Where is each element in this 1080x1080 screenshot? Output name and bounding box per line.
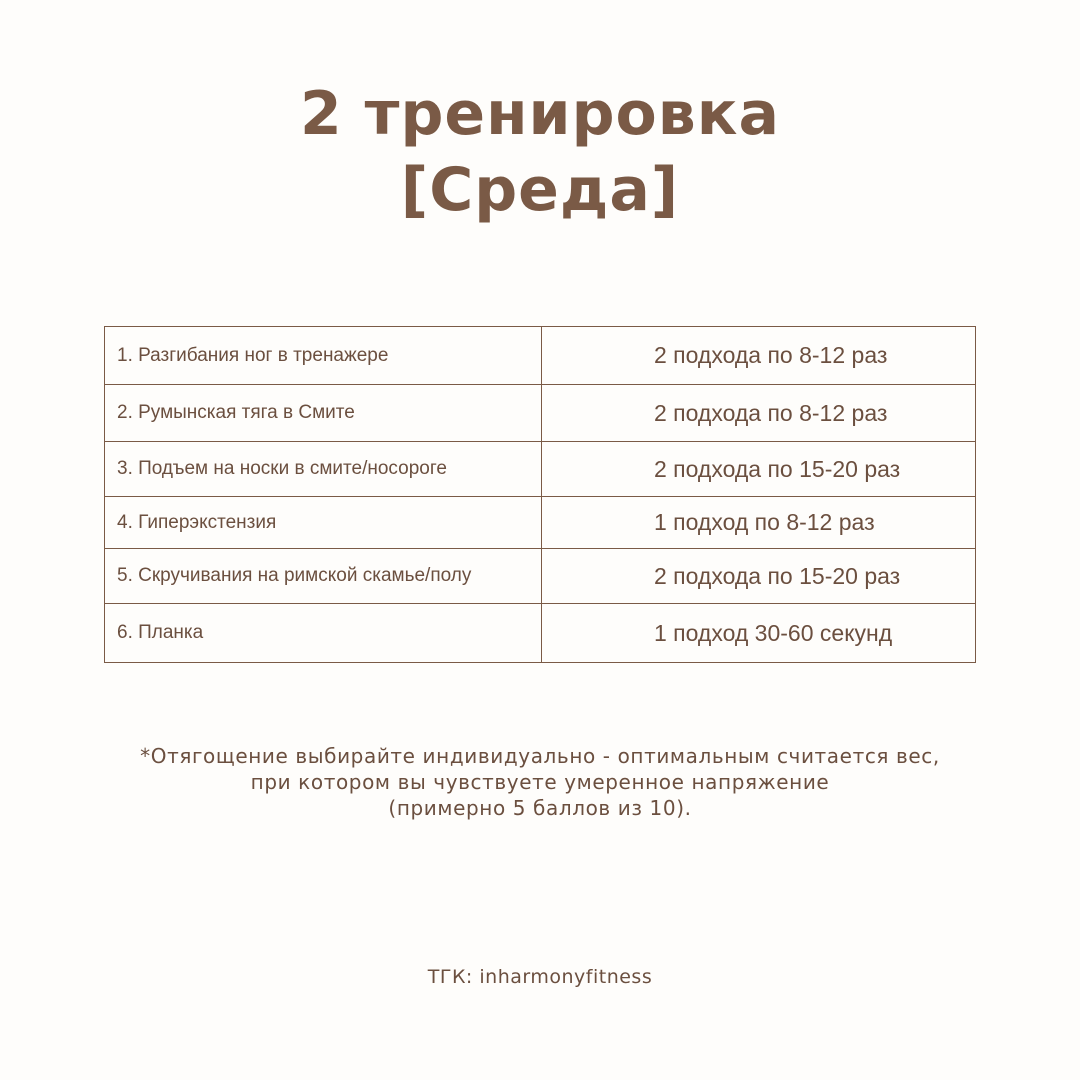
exercise-sets: 2 подхода по 8-12 раз bbox=[542, 327, 976, 385]
table-row bbox=[105, 327, 976, 385]
page-title: 2 тренировка bbox=[300, 79, 780, 149]
workout-table bbox=[104, 326, 976, 663]
exercise-sets: 1 подход по 8-12 раз bbox=[542, 497, 976, 549]
exercise-name: 4. Гиперэкстензия bbox=[105, 497, 542, 549]
table-row bbox=[105, 497, 976, 549]
exercise-name: 6. Планка bbox=[105, 604, 542, 663]
exercise-name: 2. Румынская тяга в Смите bbox=[105, 385, 542, 442]
note-line: *Отягощение выбирайте индивидуально - оптимальным считается вес, bbox=[140, 744, 940, 768]
weight-note bbox=[0, 743, 1080, 821]
exercise-name: 3. Подъем на носки в смите/носороге bbox=[105, 442, 542, 497]
table-row bbox=[105, 604, 976, 663]
table-row bbox=[105, 549, 976, 604]
exercise-sets: 2 подхода по 15-20 раз bbox=[542, 442, 976, 497]
table-row bbox=[105, 385, 976, 442]
exercise-name: 1. Разгибания ног в тренажере bbox=[105, 327, 542, 385]
exercise-sets: 2 подхода по 8-12 раз bbox=[542, 385, 976, 442]
exercise-sets: 2 подхода по 15-20 раз bbox=[542, 549, 976, 604]
note-line: (примерно 5 баллов из 10). bbox=[388, 796, 692, 820]
telegram-channel-footer: ТГК: inharmonyfitness bbox=[427, 966, 653, 988]
page-subtitle-day: [Среда] bbox=[400, 155, 680, 225]
exercise-name: 5. Скручивания на римской скамье/полу bbox=[105, 549, 542, 604]
table-row bbox=[105, 442, 976, 497]
exercise-sets: 1 подход 30-60 секунд bbox=[542, 604, 976, 663]
note-line: при котором вы чувствуете умеренное напряжение bbox=[250, 770, 830, 794]
